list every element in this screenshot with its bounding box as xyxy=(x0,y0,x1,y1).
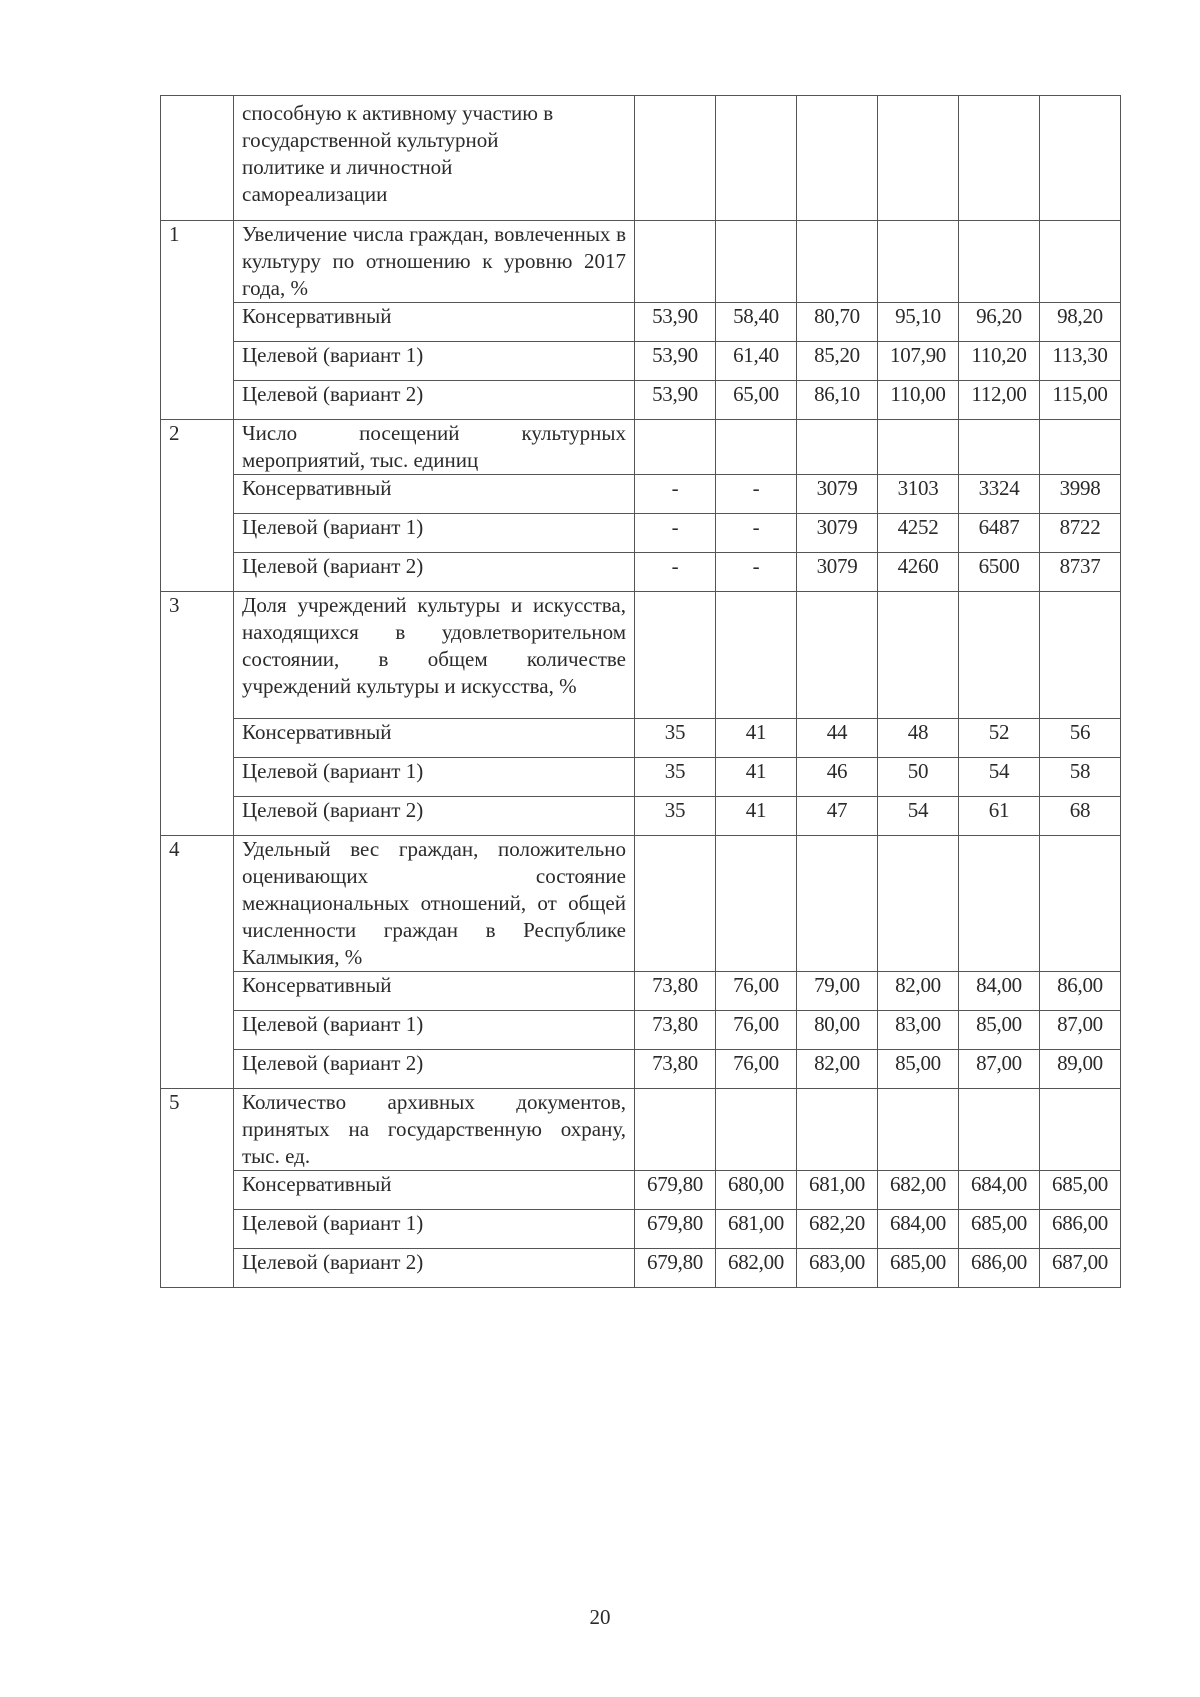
scenario-label: Целевой (вариант 2) xyxy=(234,381,635,420)
value-cell: 54 xyxy=(878,797,959,836)
value-cell: 47 xyxy=(797,797,878,836)
value-cell: 56 xyxy=(1040,719,1121,758)
value-cell: 679,80 xyxy=(635,1249,716,1288)
value-cell: 3324 xyxy=(959,475,1040,514)
empty-cell xyxy=(878,221,959,303)
empty-cell xyxy=(1040,592,1121,719)
empty-cell xyxy=(959,592,1040,719)
scenario-row xyxy=(161,1249,1121,1288)
indicator-title: Удельный вес граждан, положительно оценивающих состояние межнациональных отношений, от общей численности граждан в Республике Калмыкия, % xyxy=(234,836,635,972)
value-cell: 86,00 xyxy=(1040,972,1121,1011)
value-cell: - xyxy=(716,514,797,553)
value-cell: 53,90 xyxy=(635,342,716,381)
scenario-label: Целевой (вариант 1) xyxy=(234,1011,635,1050)
scenario-row xyxy=(161,758,1121,797)
value-cell: 86,10 xyxy=(797,381,878,420)
value-cell: 96,20 xyxy=(959,303,1040,342)
value-cell: 41 xyxy=(716,797,797,836)
continuation-row xyxy=(161,96,1121,221)
value-cell: 44 xyxy=(797,719,878,758)
value-cell: 85,20 xyxy=(797,342,878,381)
scenario-label: Целевой (вариант 2) xyxy=(234,797,635,836)
value-cell: 4260 xyxy=(878,553,959,592)
value-cell: 61 xyxy=(959,797,1040,836)
value-cell: - xyxy=(716,553,797,592)
continuation-line: способную к активному участию в xyxy=(242,101,554,125)
value-cell: 3103 xyxy=(878,475,959,514)
value-cell: 84,00 xyxy=(959,972,1040,1011)
value-cell: 68 xyxy=(1040,797,1121,836)
value-cell: 684,00 xyxy=(959,1171,1040,1210)
scenario-label: Целевой (вариант 2) xyxy=(234,553,635,592)
value-cell: 3079 xyxy=(797,475,878,514)
scenario-label: Консервативный xyxy=(234,475,635,514)
value-cell: 41 xyxy=(716,758,797,797)
table-body xyxy=(161,96,1121,1288)
indicator-title-row xyxy=(161,1089,1121,1171)
empty-cell xyxy=(716,221,797,303)
value-cell: 76,00 xyxy=(716,972,797,1011)
value-cell: 35 xyxy=(635,758,716,797)
scenario-row xyxy=(161,1210,1121,1249)
value-cell: 679,80 xyxy=(635,1210,716,1249)
value-cell: - xyxy=(635,475,716,514)
empty-cell xyxy=(635,96,716,221)
value-cell: 65,00 xyxy=(716,381,797,420)
scenario-row xyxy=(161,972,1121,1011)
indicator-title-row xyxy=(161,420,1121,475)
value-cell: 112,00 xyxy=(959,381,1040,420)
value-cell: 50 xyxy=(878,758,959,797)
indicator-title-row xyxy=(161,836,1121,972)
value-cell: 87,00 xyxy=(1040,1011,1121,1050)
empty-cell xyxy=(635,420,716,475)
value-cell: 54 xyxy=(959,758,1040,797)
indicator-number: 3 xyxy=(161,592,234,836)
empty-cell xyxy=(716,836,797,972)
continuation-line: государственной культурной xyxy=(242,128,499,152)
indicator-title: Количество архивных документов, принятых на государственную охрану, тыс. ед. xyxy=(234,1089,635,1171)
scenario-row xyxy=(161,797,1121,836)
scenario-label: Консервативный xyxy=(234,303,635,342)
value-cell: 682,00 xyxy=(716,1249,797,1288)
scenario-row xyxy=(161,475,1121,514)
value-cell: 46 xyxy=(797,758,878,797)
empty-cell xyxy=(797,836,878,972)
scenario-row xyxy=(161,1050,1121,1089)
value-cell: - xyxy=(716,475,797,514)
empty-cell xyxy=(959,221,1040,303)
empty-cell xyxy=(635,836,716,972)
page-number: 20 xyxy=(589,1605,611,1629)
empty-cell xyxy=(635,1089,716,1171)
value-cell: 4252 xyxy=(878,514,959,553)
continuation-number-cell xyxy=(161,96,234,221)
scenario-row xyxy=(161,719,1121,758)
empty-cell xyxy=(797,420,878,475)
value-cell: 115,00 xyxy=(1040,381,1121,420)
scenario-row xyxy=(161,303,1121,342)
value-cell: 113,30 xyxy=(1040,342,1121,381)
indicator-title: Увеличение числа граждан, вовлеченных в культуру по отношению к уровню 2017 года, % xyxy=(234,221,635,303)
indicator-number: 4 xyxy=(161,836,234,1089)
scenario-row xyxy=(161,1011,1121,1050)
value-cell: 3998 xyxy=(1040,475,1121,514)
value-cell: 80,70 xyxy=(797,303,878,342)
value-cell: 685,00 xyxy=(878,1249,959,1288)
indicator-number: 2 xyxy=(161,420,234,592)
empty-cell xyxy=(716,96,797,221)
scenario-label: Консервативный xyxy=(234,719,635,758)
empty-cell xyxy=(959,836,1040,972)
continuation-text-cell xyxy=(234,96,635,221)
empty-cell xyxy=(959,420,1040,475)
value-cell: 682,00 xyxy=(878,1171,959,1210)
empty-cell xyxy=(716,592,797,719)
value-cell: 87,00 xyxy=(959,1050,1040,1089)
empty-cell xyxy=(797,1089,878,1171)
value-cell: 80,00 xyxy=(797,1011,878,1050)
empty-cell xyxy=(1040,1089,1121,1171)
value-cell: 98,20 xyxy=(1040,303,1121,342)
empty-cell xyxy=(716,1089,797,1171)
value-cell: - xyxy=(635,553,716,592)
indicator-title-row xyxy=(161,592,1121,719)
empty-cell xyxy=(878,96,959,221)
value-cell: 76,00 xyxy=(716,1050,797,1089)
empty-cell xyxy=(797,592,878,719)
scenario-label: Консервативный xyxy=(234,972,635,1011)
value-cell: 53,90 xyxy=(635,303,716,342)
value-cell: 61,40 xyxy=(716,342,797,381)
indicator-number: 5 xyxy=(161,1089,234,1288)
value-cell: 82,00 xyxy=(878,972,959,1011)
scenario-label: Целевой (вариант 1) xyxy=(234,514,635,553)
value-cell: 686,00 xyxy=(959,1249,1040,1288)
scenario-label: Целевой (вариант 2) xyxy=(234,1050,635,1089)
indicator-title-row xyxy=(161,221,1121,303)
empty-cell xyxy=(878,592,959,719)
value-cell: 35 xyxy=(635,719,716,758)
value-cell: 82,00 xyxy=(797,1050,878,1089)
scenario-label: Целевой (вариант 1) xyxy=(234,342,635,381)
empty-cell xyxy=(878,836,959,972)
value-cell: 73,80 xyxy=(635,972,716,1011)
indicators-table xyxy=(160,95,1121,1288)
value-cell: 6500 xyxy=(959,553,1040,592)
value-cell: 8737 xyxy=(1040,553,1121,592)
empty-cell xyxy=(635,592,716,719)
value-cell: 684,00 xyxy=(878,1210,959,1249)
value-cell: 685,00 xyxy=(1040,1171,1121,1210)
value-cell: 95,10 xyxy=(878,303,959,342)
empty-cell xyxy=(1040,96,1121,221)
scenario-label: Целевой (вариант 1) xyxy=(234,758,635,797)
scenario-row xyxy=(161,1171,1121,1210)
value-cell: 79,00 xyxy=(797,972,878,1011)
value-cell: 73,80 xyxy=(635,1011,716,1050)
value-cell: 686,00 xyxy=(1040,1210,1121,1249)
empty-cell xyxy=(716,420,797,475)
value-cell: 41 xyxy=(716,719,797,758)
value-cell: 73,80 xyxy=(635,1050,716,1089)
value-cell: 687,00 xyxy=(1040,1249,1121,1288)
value-cell: 85,00 xyxy=(959,1011,1040,1050)
value-cell: 3079 xyxy=(797,553,878,592)
empty-cell xyxy=(797,221,878,303)
value-cell: 89,00 xyxy=(1040,1050,1121,1089)
value-cell: 6487 xyxy=(959,514,1040,553)
value-cell: 76,00 xyxy=(716,1011,797,1050)
scenario-label: Целевой (вариант 1) xyxy=(234,1210,635,1249)
value-cell: 680,00 xyxy=(716,1171,797,1210)
value-cell: 53,90 xyxy=(635,381,716,420)
scenario-label: Целевой (вариант 2) xyxy=(234,1249,635,1288)
scenario-row xyxy=(161,514,1121,553)
empty-cell xyxy=(1040,836,1121,972)
scenario-row xyxy=(161,553,1121,592)
value-cell: 58 xyxy=(1040,758,1121,797)
value-cell: 83,00 xyxy=(878,1011,959,1050)
value-cell: 58,40 xyxy=(716,303,797,342)
continuation-line: самореализации xyxy=(242,182,388,206)
value-cell: 110,00 xyxy=(878,381,959,420)
value-cell: 8722 xyxy=(1040,514,1121,553)
value-cell: 3079 xyxy=(797,514,878,553)
indicator-title: Доля учреждений культуры и искусства, находящихся в удовлетворительном состоянии, в общем количестве учреждений культуры и искусства, % xyxy=(234,592,635,719)
scenario-row xyxy=(161,342,1121,381)
empty-cell xyxy=(878,1089,959,1171)
empty-cell xyxy=(1040,420,1121,475)
value-cell: 681,00 xyxy=(797,1171,878,1210)
empty-cell xyxy=(878,420,959,475)
empty-cell xyxy=(635,221,716,303)
value-cell: - xyxy=(635,514,716,553)
value-cell: 681,00 xyxy=(716,1210,797,1249)
empty-cell xyxy=(959,96,1040,221)
value-cell: 107,90 xyxy=(878,342,959,381)
indicator-number: 1 xyxy=(161,221,234,420)
empty-cell xyxy=(1040,221,1121,303)
value-cell: 110,20 xyxy=(959,342,1040,381)
value-cell: 52 xyxy=(959,719,1040,758)
value-cell: 682,20 xyxy=(797,1210,878,1249)
value-cell: 48 xyxy=(878,719,959,758)
scenario-label: Консервативный xyxy=(234,1171,635,1210)
value-cell: 685,00 xyxy=(959,1210,1040,1249)
value-cell: 683,00 xyxy=(797,1249,878,1288)
value-cell: 35 xyxy=(635,797,716,836)
value-cell: 85,00 xyxy=(878,1050,959,1089)
continuation-line: политике и личностной xyxy=(242,155,453,179)
empty-cell xyxy=(959,1089,1040,1171)
value-cell: 679,80 xyxy=(635,1171,716,1210)
indicator-title: Число посещений культурных мероприятий, тыс. единиц xyxy=(234,420,635,475)
empty-cell xyxy=(797,96,878,221)
scenario-row xyxy=(161,381,1121,420)
